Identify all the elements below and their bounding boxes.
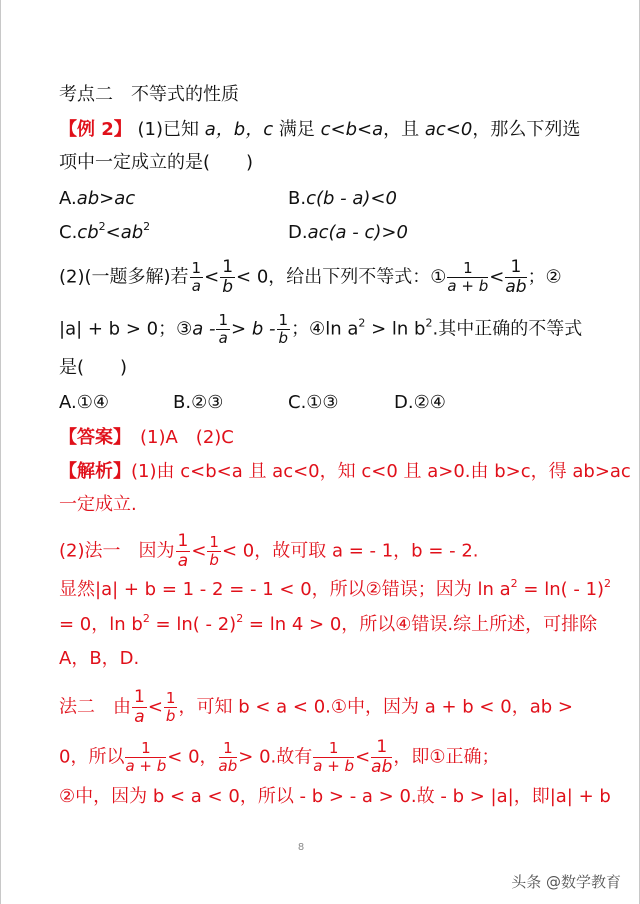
choice-b: B.②③	[173, 392, 224, 413]
lt-sign: <	[355, 746, 371, 768]
frac-num: 1	[177, 531, 189, 551]
sup-2: 2	[510, 577, 518, 590]
sup-2: 2	[236, 612, 244, 625]
frac-num: 1	[134, 687, 145, 707]
fraction-1-over-a	[216, 312, 230, 347]
analysis-line-6: A，B，D.	[59, 648, 140, 669]
example-mid2: ，且	[383, 119, 420, 140]
option-c-expr-1: cb	[77, 222, 99, 243]
option-a	[59, 186, 135, 212]
frac-den: ab	[505, 277, 527, 297]
frac-num: 1	[125, 740, 166, 758]
analysis-line-8	[59, 738, 500, 777]
option-b-expr: c(b - a)<0	[306, 188, 397, 209]
option-c-expr-2: <ab	[105, 222, 144, 243]
frac-den: a + b	[125, 757, 167, 775]
fraction-1-over-a-plus-b	[447, 260, 488, 295]
analysis-line-4	[59, 577, 611, 603]
method2-a: 法二 由	[59, 696, 131, 718]
option-c-label: C.	[59, 222, 78, 243]
frac-num: 1	[371, 738, 392, 758]
part2-line2b: ；④ln a	[291, 318, 359, 340]
frac-den: a + b	[447, 277, 489, 295]
frac-den: b	[278, 329, 289, 347]
frac-num: 1	[447, 260, 488, 278]
lt-sign: <	[489, 266, 505, 288]
part2-mid: ，给出下列不等式：①	[268, 266, 447, 288]
answer-line	[59, 425, 234, 451]
choice-c: C.①③	[288, 392, 339, 413]
analysis-method1	[59, 532, 479, 571]
line8-c: > 0.故有	[238, 746, 313, 768]
analysis-tag: 【解析】	[59, 461, 131, 482]
lt-zero: < 0	[236, 266, 269, 288]
sup-2: 2	[425, 316, 433, 330]
section-title: 考点二 不等式的性质	[59, 84, 239, 105]
method1-a: (2)法一 因为	[59, 540, 175, 562]
frac-num: 1	[313, 740, 354, 758]
part2-line-2	[59, 312, 582, 347]
frac-den: ab	[218, 757, 238, 775]
example-cond2: ac<0	[424, 119, 473, 140]
part2-line-1	[59, 258, 562, 297]
option-a-label: A.	[59, 188, 77, 209]
option-c	[59, 220, 150, 246]
frac-num: 1	[209, 533, 219, 551]
frac-num: 1	[222, 257, 234, 277]
method1-b: ，故可取 a = - 1，b = - 2.	[254, 540, 479, 562]
frac-den: a	[177, 551, 189, 571]
frac-num: 1	[218, 311, 229, 329]
option-c-sup-2: 2	[143, 220, 151, 233]
line5-c: = ln 4 > 0，所以④错误.综上所述，可排除	[243, 614, 598, 635]
choice-a: A.①④	[59, 392, 109, 413]
part2-prefix: (2)(一题多解)若	[59, 266, 189, 288]
part2-sep: ；②	[527, 266, 562, 288]
lt-sign: <	[191, 540, 207, 562]
example-part1-prefix: (1)已知	[137, 119, 200, 140]
option-a-expr: ab>ac	[76, 188, 136, 209]
fraction-1-over-ab	[219, 740, 238, 775]
lt-sign: <	[147, 696, 163, 718]
fraction-1-over-a	[132, 688, 147, 727]
frac-den: b	[222, 277, 233, 297]
fraction-1-over-ab	[371, 738, 392, 777]
sup-2: 2	[358, 316, 366, 330]
frac-den: a	[134, 707, 145, 727]
fraction-1-over-a	[190, 260, 204, 295]
example-line-2: 项中一定成立的是( )	[59, 152, 254, 173]
line4-b: = ln( - 1)	[517, 579, 605, 600]
option-b-label: B.	[288, 188, 307, 209]
fraction-1-over-a-plus-b	[125, 740, 166, 775]
answer-text: (1)A (2)C	[140, 427, 234, 448]
analysis-line-2: 一定成立.	[59, 494, 137, 515]
frac-num: 1	[191, 259, 202, 277]
part2-line2a: |a| + b > 0；③	[59, 318, 193, 340]
line5-a: = 0，ln b	[59, 614, 143, 635]
fraction-1-over-b	[207, 534, 221, 569]
b-minus: b -	[251, 318, 276, 340]
analysis-line-5	[59, 612, 597, 638]
fraction-1-over-b	[164, 690, 178, 725]
line8-a: 0，所以	[59, 746, 125, 768]
analysis-line-1	[59, 459, 631, 485]
line5-b: = ln( - 2)	[149, 614, 237, 635]
sup-2: 2	[142, 612, 150, 625]
option-d	[288, 220, 408, 246]
example-vars: a，b，c	[204, 119, 274, 140]
option-d-expr: ac(a - c)>0	[307, 222, 408, 243]
example-cond: c<b<a	[320, 119, 384, 140]
analysis-l1: (1)由 c<b<a 且 ac<0，知 c<0 且 a>0.由 b>c，得 ab>ac	[131, 461, 631, 482]
frac-den: ab	[371, 757, 393, 777]
lt-sign: <	[204, 266, 220, 288]
fraction-1-over-a	[176, 532, 191, 571]
option-d-label: D.	[288, 222, 308, 243]
page-number: 8	[297, 842, 305, 853]
frac-den: b	[209, 551, 219, 569]
frac-num: 1	[165, 689, 176, 707]
example-line-1	[59, 117, 580, 143]
example-mid: 满足	[278, 119, 315, 140]
option-c-sup-1: 2	[98, 220, 106, 233]
analysis-line-9: ②中，因为 b < a < 0，所以 - b > - a > 0.故 - b > |a|，即|a| + b	[59, 786, 611, 807]
answer-tag: 【答案】	[59, 427, 122, 448]
frac-den: a	[191, 277, 201, 295]
fraction-1-over-a-plus-b	[313, 740, 354, 775]
option-b	[288, 186, 397, 212]
sup-2: 2	[604, 577, 612, 590]
watermark: 头条 @数学教育	[511, 873, 621, 891]
line4-a: 显然|a| + b = 1 - 2 = - 1 < 0，所以②错误；因为 ln a	[59, 579, 511, 600]
fraction-1-over-b	[220, 258, 235, 297]
part2-line-3: 是( )	[59, 357, 128, 378]
frac-num: 1	[278, 311, 289, 329]
gt-sign: >	[231, 318, 247, 340]
frac-den: a	[218, 329, 228, 347]
frac-den: b	[165, 707, 176, 725]
method2-b: ，可知 b < a < 0.①中，因为 a + b < 0，ab >	[178, 696, 573, 718]
part2-line2d: .其中正确的不等式	[432, 318, 583, 340]
frac-num: 1	[505, 258, 526, 278]
example-tail: ，那么下列选	[472, 119, 581, 140]
fraction-1-over-ab	[505, 258, 526, 297]
frac-den: a + b	[313, 757, 355, 775]
line8-b: < 0，	[167, 746, 218, 768]
example-tag: 【例 2】	[59, 119, 132, 140]
frac-num: 1	[219, 740, 238, 758]
analysis-method2	[59, 688, 573, 727]
line8-d: ，即①正确；	[393, 746, 500, 768]
a-minus: a -	[192, 318, 216, 340]
choice-d: D.②④	[394, 392, 446, 413]
part2-line2c: > ln b	[365, 318, 426, 340]
fraction-1-over-b	[277, 312, 291, 347]
lt-zero: < 0	[221, 540, 255, 562]
